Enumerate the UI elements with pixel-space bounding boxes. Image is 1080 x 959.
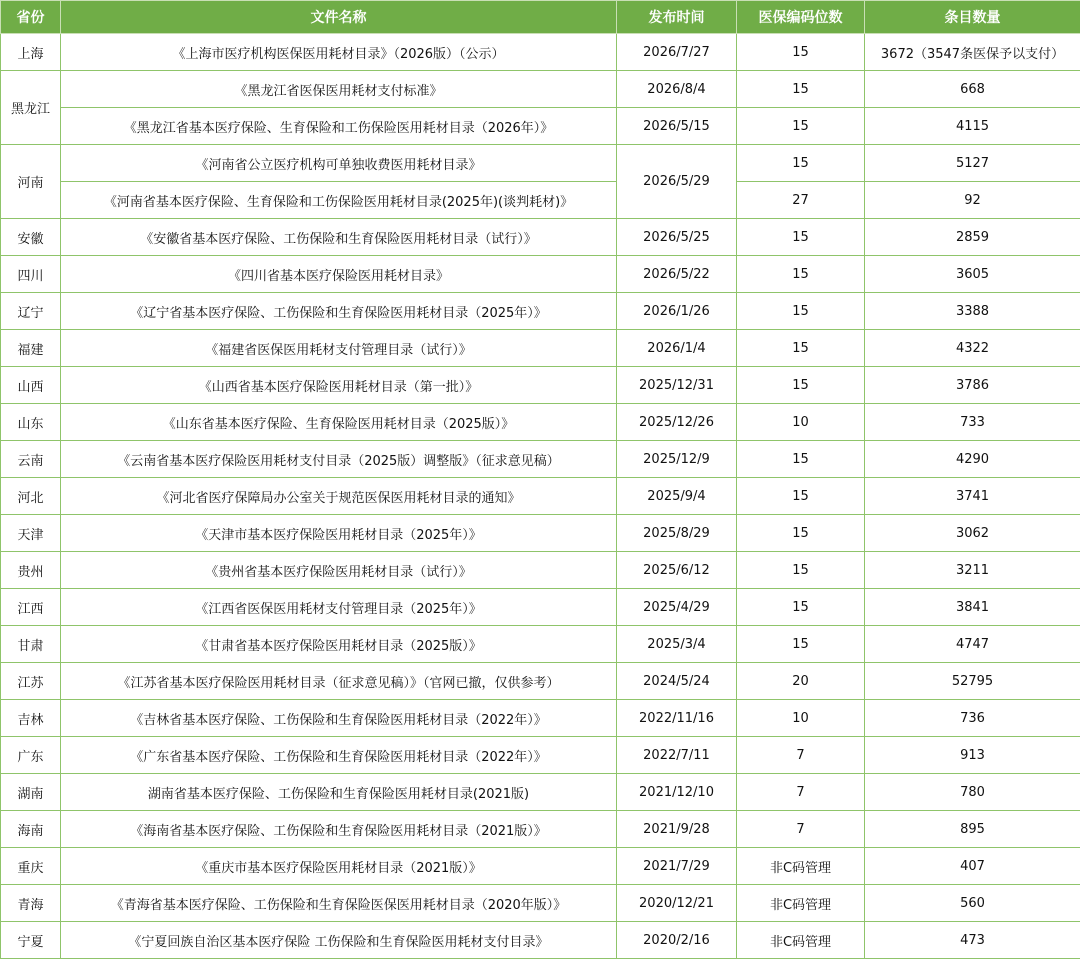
- item-count-cell: 3786: [865, 367, 1080, 404]
- publish-date-cell: 2021/12/10: [617, 774, 737, 811]
- doc-name-cell: 《江苏省基本医疗保险医用耗材目录（征求意见稿）》（官网已撤，仅供参考）: [61, 663, 617, 700]
- item-count-cell: 3388: [865, 293, 1080, 330]
- item-count-cell: 3605: [865, 256, 1080, 293]
- header-item-count: 条目数量: [865, 1, 1080, 34]
- code-digits-cell: 15: [737, 219, 865, 256]
- code-digits-cell: 15: [737, 71, 865, 108]
- code-digits-cell: 7: [737, 737, 865, 774]
- doc-name-cell: 《甘肃省基本医疗保险医用耗材目录（2025版）》: [61, 626, 617, 663]
- code-digits-cell: 15: [737, 367, 865, 404]
- item-count-cell: 3672（3547条医保予以支付）: [865, 34, 1080, 71]
- province-cell: 宁夏: [1, 922, 61, 959]
- publish-date-cell: 2020/2/16: [617, 922, 737, 959]
- doc-name-cell: 《贵州省基本医疗保险医用耗材目录（试行）》: [61, 552, 617, 589]
- doc-name-cell: 《山东省基本医疗保险、生育保险医用耗材目录（2025版）》: [61, 404, 617, 441]
- doc-name-cell: 《福建省医保医用耗材支付管理目录（试行）》: [61, 330, 617, 367]
- code-digits-cell: 10: [737, 404, 865, 441]
- item-count-cell: 52795: [865, 663, 1080, 700]
- item-count-cell: 473: [865, 922, 1080, 959]
- table-row: [1, 700, 1080, 737]
- province-cell: 江西: [1, 589, 61, 626]
- publish-date-cell: 2026/5/29: [617, 145, 737, 219]
- province-cell: 上海: [1, 34, 61, 71]
- code-digits-cell: 15: [737, 34, 865, 71]
- publish-date-cell: 2025/12/9: [617, 441, 737, 478]
- doc-name-cell: 《广东省基本医疗保险、工伤保险和生育保险医用耗材目录（2022年）》: [61, 737, 617, 774]
- code-digits-cell: 7: [737, 811, 865, 848]
- doc-name-cell: 《宁夏回族自治区基本医疗保险 工伤保险和生育保险医用耗材支付目录》: [61, 922, 617, 959]
- publish-date-cell: 2021/9/28: [617, 811, 737, 848]
- code-digits-cell: 15: [737, 293, 865, 330]
- publish-date-cell: 2025/4/29: [617, 589, 737, 626]
- item-count-cell: 736: [865, 700, 1080, 737]
- table-row: [1, 108, 1080, 145]
- doc-name-cell: 《海南省基本医疗保险、工伤保险和生育保险医用耗材目录（2021版）》: [61, 811, 617, 848]
- table-row: [1, 404, 1080, 441]
- doc-name-cell: 《山西省基本医疗保险医用耗材目录（第一批）》: [61, 367, 617, 404]
- publish-date-cell: 2025/12/26: [617, 404, 737, 441]
- doc-name-cell: 《吉林省基本医疗保险、工伤保险和生育保险医用耗材目录（2022年）》: [61, 700, 617, 737]
- province-cell: 安徽: [1, 219, 61, 256]
- doc-name-cell: 《黑龙江省医保医用耗材支付标准》: [61, 71, 617, 108]
- table-row: [1, 71, 1080, 108]
- province-cell: 湖南: [1, 774, 61, 811]
- doc-name-cell: 《重庆市基本医疗保险医用耗材目录（2021版）》: [61, 848, 617, 885]
- item-count-cell: 2859: [865, 219, 1080, 256]
- province-cell: 天津: [1, 515, 61, 552]
- province-cell: 辽宁: [1, 293, 61, 330]
- table-row: [1, 367, 1080, 404]
- code-digits-cell: 15: [737, 330, 865, 367]
- code-digits-cell: 15: [737, 552, 865, 589]
- publish-date-cell: 2022/7/11: [617, 737, 737, 774]
- item-count-cell: 780: [865, 774, 1080, 811]
- publish-date-cell: 2020/12/21: [617, 885, 737, 922]
- doc-name-cell: 《云南省基本医疗保险医用耗材支付目录（2025版）调整版》（征求意见稿）: [61, 441, 617, 478]
- code-digits-cell: 非C码管理: [737, 922, 865, 959]
- publish-date-cell: 2026/5/15: [617, 108, 737, 145]
- item-count-cell: 668: [865, 71, 1080, 108]
- code-digits-cell: 15: [737, 145, 865, 182]
- province-cell: 广东: [1, 737, 61, 774]
- province-cell: 贵州: [1, 552, 61, 589]
- code-digits-cell: 15: [737, 256, 865, 293]
- province-cell: 河南: [1, 145, 61, 219]
- item-count-cell: 913: [865, 737, 1080, 774]
- publish-date-cell: 2026/1/26: [617, 293, 737, 330]
- table-row: [1, 552, 1080, 589]
- publish-date-cell: 2025/3/4: [617, 626, 737, 663]
- code-digits-cell: 15: [737, 589, 865, 626]
- table-row: [1, 182, 1080, 219]
- code-digits-cell: 10: [737, 700, 865, 737]
- doc-name-cell: 《河南省公立医疗机构可单独收费医用耗材目录》: [61, 145, 617, 182]
- item-count-cell: 4290: [865, 441, 1080, 478]
- province-cell: 甘肃: [1, 626, 61, 663]
- doc-name-cell: 《青海省基本医疗保险、工伤保险和生育保险医保医用耗材目录（2020年版）》: [61, 885, 617, 922]
- item-count-cell: 4322: [865, 330, 1080, 367]
- table-row: [1, 589, 1080, 626]
- item-count-cell: 733: [865, 404, 1080, 441]
- doc-name-cell: 《安徽省基本医疗保险、工伤保险和生育保险医用耗材目录（试行）》: [61, 219, 617, 256]
- item-count-cell: 3062: [865, 515, 1080, 552]
- item-count-cell: 407: [865, 848, 1080, 885]
- province-cell: 山东: [1, 404, 61, 441]
- header-code-digits: 医保编码位数: [737, 1, 865, 34]
- province-cell: 云南: [1, 441, 61, 478]
- publish-date-cell: 2025/9/4: [617, 478, 737, 515]
- code-digits-cell: 15: [737, 108, 865, 145]
- doc-name-cell: 《天津市基本医疗保险医用耗材目录（2025年）》: [61, 515, 617, 552]
- code-digits-cell: 非C码管理: [737, 848, 865, 885]
- item-count-cell: 4115: [865, 108, 1080, 145]
- table-row: [1, 811, 1080, 848]
- province-cell: 四川: [1, 256, 61, 293]
- province-cell: 河北: [1, 478, 61, 515]
- code-digits-cell: 15: [737, 478, 865, 515]
- province-cell: 黑龙江: [1, 71, 61, 145]
- publish-date-cell: 2025/8/29: [617, 515, 737, 552]
- code-digits-cell: 7: [737, 774, 865, 811]
- table-row: [1, 34, 1080, 71]
- publish-date-cell: 2026/8/4: [617, 71, 737, 108]
- table-row: [1, 663, 1080, 700]
- code-digits-cell: 20: [737, 663, 865, 700]
- doc-name-cell: 《四川省基本医疗保险医用耗材目录》: [61, 256, 617, 293]
- code-digits-cell: 27: [737, 182, 865, 219]
- publish-date-cell: 2026/5/25: [617, 219, 737, 256]
- province-cell: 福建: [1, 330, 61, 367]
- publish-date-cell: 2026/1/4: [617, 330, 737, 367]
- item-count-cell: 895: [865, 811, 1080, 848]
- table-row: [1, 737, 1080, 774]
- doc-name-cell: 湖南省基本医疗保险、工伤保险和生育保险医用耗材目录(2021版): [61, 774, 617, 811]
- table-row: [1, 922, 1080, 959]
- header-province: 省份: [1, 1, 61, 34]
- province-cell: 吉林: [1, 700, 61, 737]
- province-cell: 重庆: [1, 848, 61, 885]
- code-digits-cell: 非C码管理: [737, 885, 865, 922]
- code-digits-cell: 15: [737, 515, 865, 552]
- table-row: [1, 145, 1080, 182]
- publish-date-cell: 2024/5/24: [617, 663, 737, 700]
- table-row: [1, 515, 1080, 552]
- item-count-cell: 4747: [865, 626, 1080, 663]
- item-count-cell: 92: [865, 182, 1080, 219]
- table-row: [1, 885, 1080, 922]
- doc-name-cell: 《河北省医疗保障局办公室关于规范医保医用耗材目录的通知》: [61, 478, 617, 515]
- publish-date-cell: 2021/7/29: [617, 848, 737, 885]
- publish-date-cell: 2026/5/22: [617, 256, 737, 293]
- item-count-cell: 3211: [865, 552, 1080, 589]
- header-publish-date: 发布时间: [617, 1, 737, 34]
- table-row: [1, 478, 1080, 515]
- doc-name-cell: 《上海市医疗机构医保医用耗材目录》（2026版）（公示）: [61, 34, 617, 71]
- doc-name-cell: 《江西省医保医用耗材支付管理目录（2025年）》: [61, 589, 617, 626]
- table-row: [1, 330, 1080, 367]
- doc-name-cell: 《辽宁省基本医疗保险、工伤保险和生育保险医用耗材目录（2025年）》: [61, 293, 617, 330]
- doc-name-cell: 《黑龙江省基本医疗保险、生育保险和工伤保险医用耗材目录（2026年）》: [61, 108, 617, 145]
- table-row: [1, 774, 1080, 811]
- table-row: [1, 626, 1080, 663]
- doc-name-cell: 《河南省基本医疗保险、生育保险和工伤保险医用耗材目录(2025年)(谈判耗材)》: [61, 182, 617, 219]
- item-count-cell: 560: [865, 885, 1080, 922]
- code-digits-cell: 15: [737, 441, 865, 478]
- publish-date-cell: 2026/7/27: [617, 34, 737, 71]
- province-cell: 江苏: [1, 663, 61, 700]
- province-cell: 山西: [1, 367, 61, 404]
- item-count-cell: 3841: [865, 589, 1080, 626]
- table-row: [1, 848, 1080, 885]
- item-count-cell: 3741: [865, 478, 1080, 515]
- table-row: [1, 441, 1080, 478]
- table-row: [1, 293, 1080, 330]
- province-cell: 海南: [1, 811, 61, 848]
- table-row: [1, 256, 1080, 293]
- item-count-cell: 5127: [865, 145, 1080, 182]
- province-cell: 青海: [1, 885, 61, 922]
- table-row: [1, 219, 1080, 256]
- header-doc-name: 文件名称: [61, 1, 617, 34]
- code-digits-cell: 15: [737, 626, 865, 663]
- publish-date-cell: 2025/6/12: [617, 552, 737, 589]
- publish-date-cell: 2022/11/16: [617, 700, 737, 737]
- publish-date-cell: 2025/12/31: [617, 367, 737, 404]
- header-row: [1, 1, 1080, 34]
- table-body: [1, 34, 1080, 959]
